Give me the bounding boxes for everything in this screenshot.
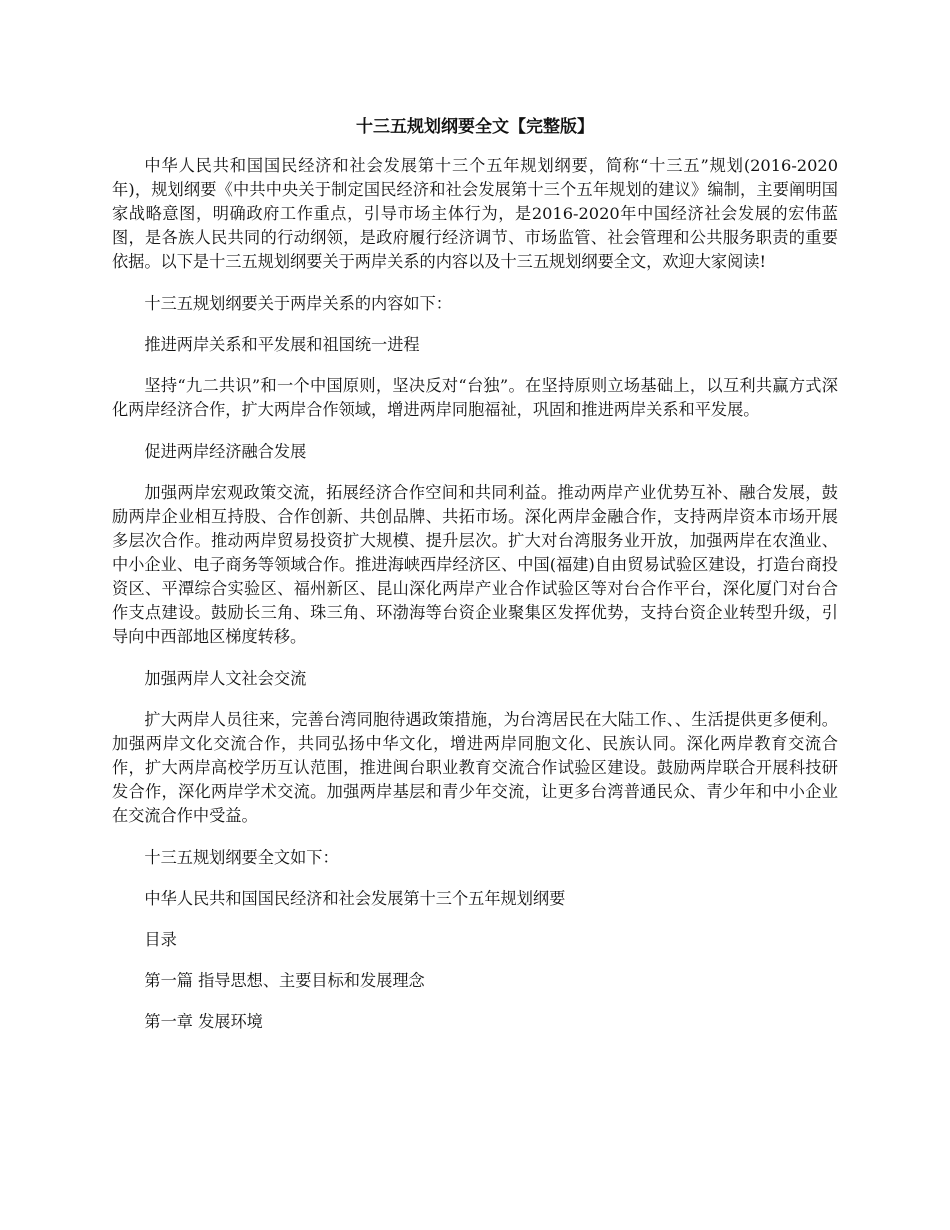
document-title: 十三五规划纲要全文【完整版】 (356, 117, 594, 137)
paragraph-economic-integration: 加强两岸宏观政策交流，拓展经济合作空间和共同利益。推动两岸产业优势互补、融合发展，鼓励两岸企业相互持股、合作创新、共创品牌、共拓市场。深化两岸金融合作，支持两岸资本市场开展多层次合作。推动两岸贸易投资扩大规模、提升层次。扩大对台湾服务业开放，加强两岸在农渔业、中小企业、电子商务等领域合作。推进海峡西岸经济区、中国(福建)自由贸易试验区建设，打造台商投资区、平潭综合实验区、福州新区、昆山深化两岸产业合作试验区等对台合作平台，深化厦门对台合作支点建设。鼓励长三角、珠三角、环渤海等台资企业聚集区发挥优势，支持台资企业转型升级，引导向中西部地区梯度转移。 (112, 483, 838, 646)
plan-full-title: 中华人民共和国国民经济和社会发展第十三个五年规划纲要 (144, 889, 566, 908)
paragraph-cultural-exchange: 扩大两岸人员往来，完善台湾同胞待遇政策措施，为台湾居民在大陆工作、、生活提供更多便利。加强两岸文化交流合作，共同弘扬中华文化，增进两岸同胞文化、民族认同。深化两岸教育交流合作，扩大两岸高校学历互认范围，推进闽台职业教育交流合作试验区建设。鼓励两岸联合开展科技研发合作，深化两岸学术交流。加强两岸基层和青少年交流，让更多台湾普通民众、青少年和中小企业在交流合作中受益。 (112, 710, 838, 825)
document-body (112, 114, 838, 1051)
paragraph-peaceful-development: 坚持“九二共识”和一个中国原则，坚决反对“台独”。在坚持原则立场基础上，以互利共赢方式深化两岸经济合作，扩大两岸合作领域，增进两岸同胞福祉，巩固和推进两岸关系和平发展。 (112, 376, 838, 419)
section-heading-cultural-exchange: 加强两岸人文社会交流 (144, 669, 307, 688)
full-text-intro-line: 十三五规划纲要全文如下： (144, 848, 339, 867)
section-heading-economic-integration: 促进两岸经济融合发展 (144, 442, 307, 461)
toc-part-one: 第一篇 指导思想、主要目标和发展理念 (144, 971, 425, 990)
cross-strait-intro-line: 十三五规划纲要关于两岸关系的内容如下： (144, 294, 452, 313)
section-heading-peaceful-development: 推进两岸关系和平发展和祖国统一进程 (144, 335, 420, 354)
intro-paragraph: 中华人民共和国国民经济和社会发展第十三个五年规划纲要，简称“十三五”规划(2016-2020年)，规划纲要《中共中央关于制定国民经济和社会发展第十三个五年规划的建议》编制，主要阐明国家战略意图，明确政府工作重点，引导市场主体行为，是2016-2020年中国经济社会发展的宏伟蓝图，是各族人民共同的行动纲领，是政府履行经济调节、市场监管、社会管理和公共服务职责的重要依据。以下是十三五规划纲要关于两岸关系的内容以及十三五规划纲要全文，欢迎大家阅读! (112, 156, 838, 271)
toc-chapter-one: 第一章 发展环境 (144, 1012, 263, 1031)
table-of-contents-heading: 目录 (144, 930, 177, 949)
